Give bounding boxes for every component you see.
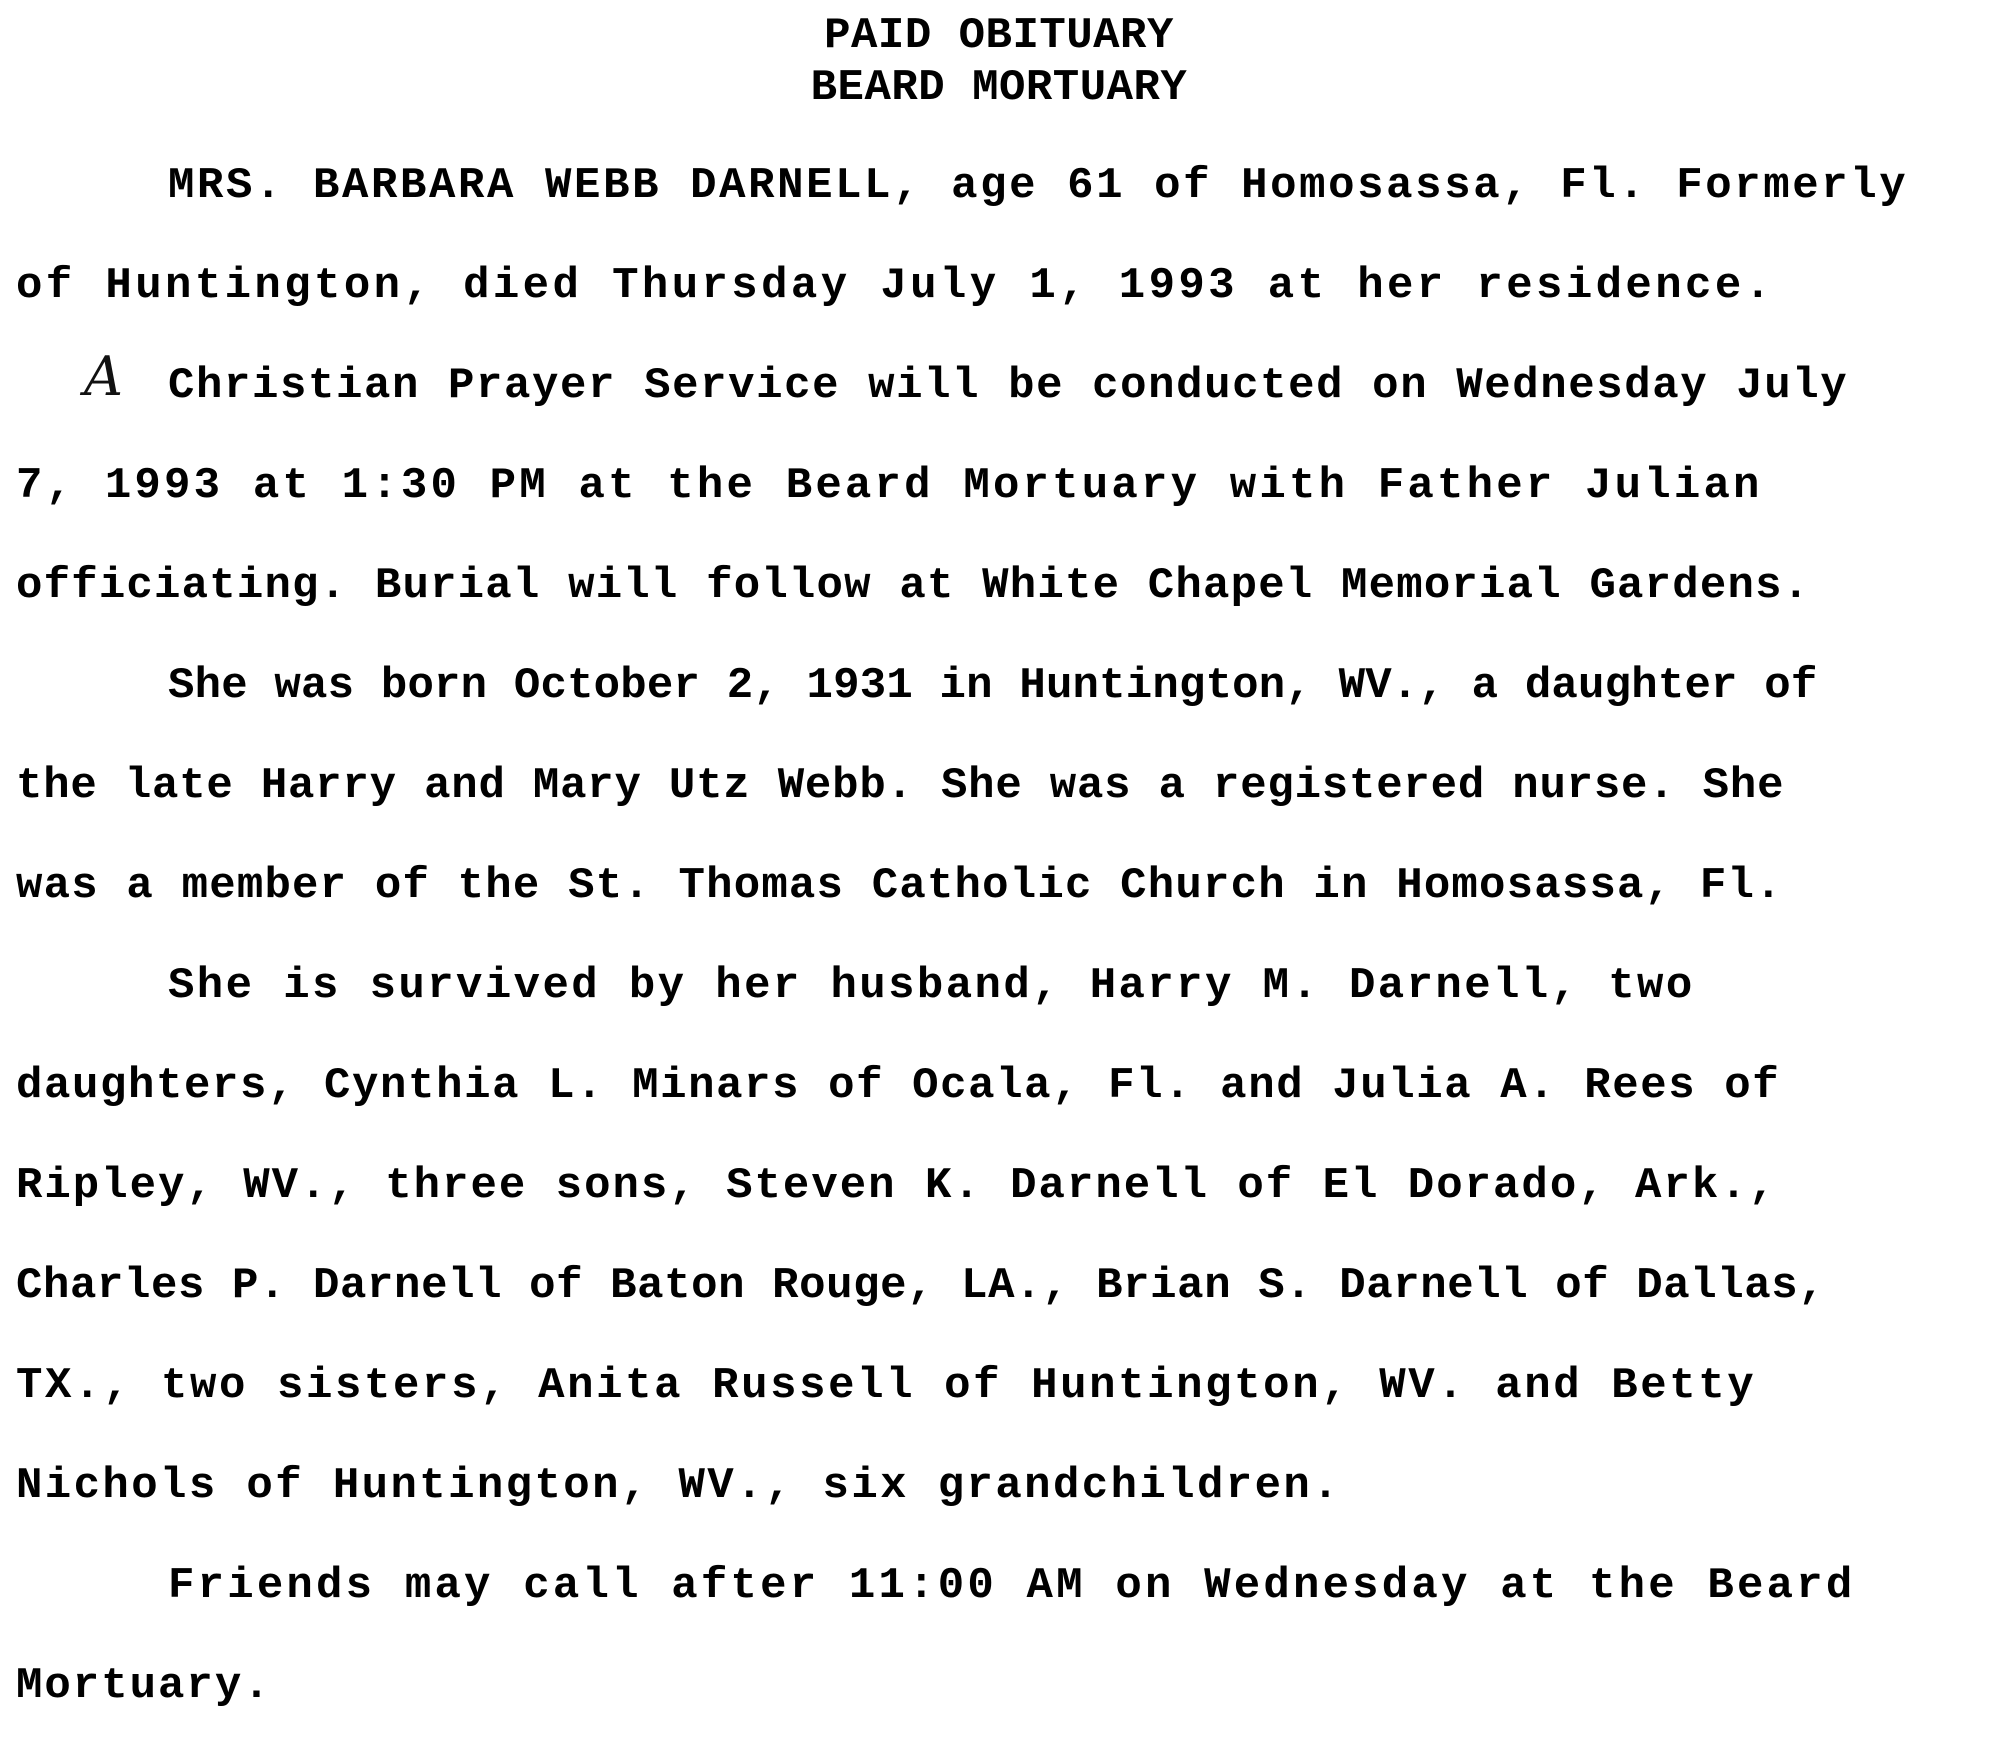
paragraph-1-line-2: of Huntington, died Thursday July 1, 1993 at her residence. (16, 261, 1775, 311)
paragraph-4-line-5: TX., two sisters, Anita Russell of Huntington, WV. and Betty (16, 1361, 1757, 1411)
paragraph-4-line-1: She is survived by her husband, Harry M. Darnell, two (168, 961, 1695, 1011)
obituary-title: PAID OBITUARY (824, 11, 1174, 61)
paragraph-4-line-4: Charles P. Darnell of Baton Rouge, LA., Brian S. Darnell of Dallas, (16, 1261, 1826, 1311)
handwritten-mark: A (84, 345, 123, 408)
paragraph-5-line-2: Mortuary. (16, 1661, 272, 1711)
paragraph-4-line-3: Ripley, WV., three sons, Steven K. Darnell of El Dorado, Ark., (16, 1161, 1778, 1211)
paragraph-4-line-6: Nichols of Huntington, WV., six grandchildren. (16, 1461, 1341, 1511)
paragraph-4-line-2: daughters, Cynthia L. Minars of Ocala, Fl. and Julia A. Rees of (16, 1061, 1781, 1111)
paragraph-3-line-1: She was born October 2, 1931 in Huntington, WV., a daughter of (168, 661, 1818, 711)
paragraph-3-line-2: the late Harry and Mary Utz Webb. She was a registered nurse. She (16, 761, 1785, 811)
paragraph-3-line-3: was a member of the St. Thomas Catholic Church in Homosassa, Fl. (16, 861, 1783, 911)
paragraph-2-line-1: Christian Prayer Service will be conducted on Wednesday July (168, 361, 1849, 411)
paragraph-1-line-1: MRS. BARBARA WEBB DARNELL, age 61 of Homosassa, Fl. Formerly (168, 161, 1909, 211)
mortuary-name: BEARD MORTUARY (810, 63, 1188, 113)
paragraph-2-line-2: 7, 1993 at 1:30 PM at the Beard Mortuary with Father Julian (16, 461, 1763, 511)
paragraph-2-line-3: officiating. Burial will follow at White Chapel Memorial Gardens. (16, 561, 1811, 611)
paragraph-5-line-1: Friends may call after 11:00 AM on Wednesday at the Beard (168, 1561, 1856, 1611)
